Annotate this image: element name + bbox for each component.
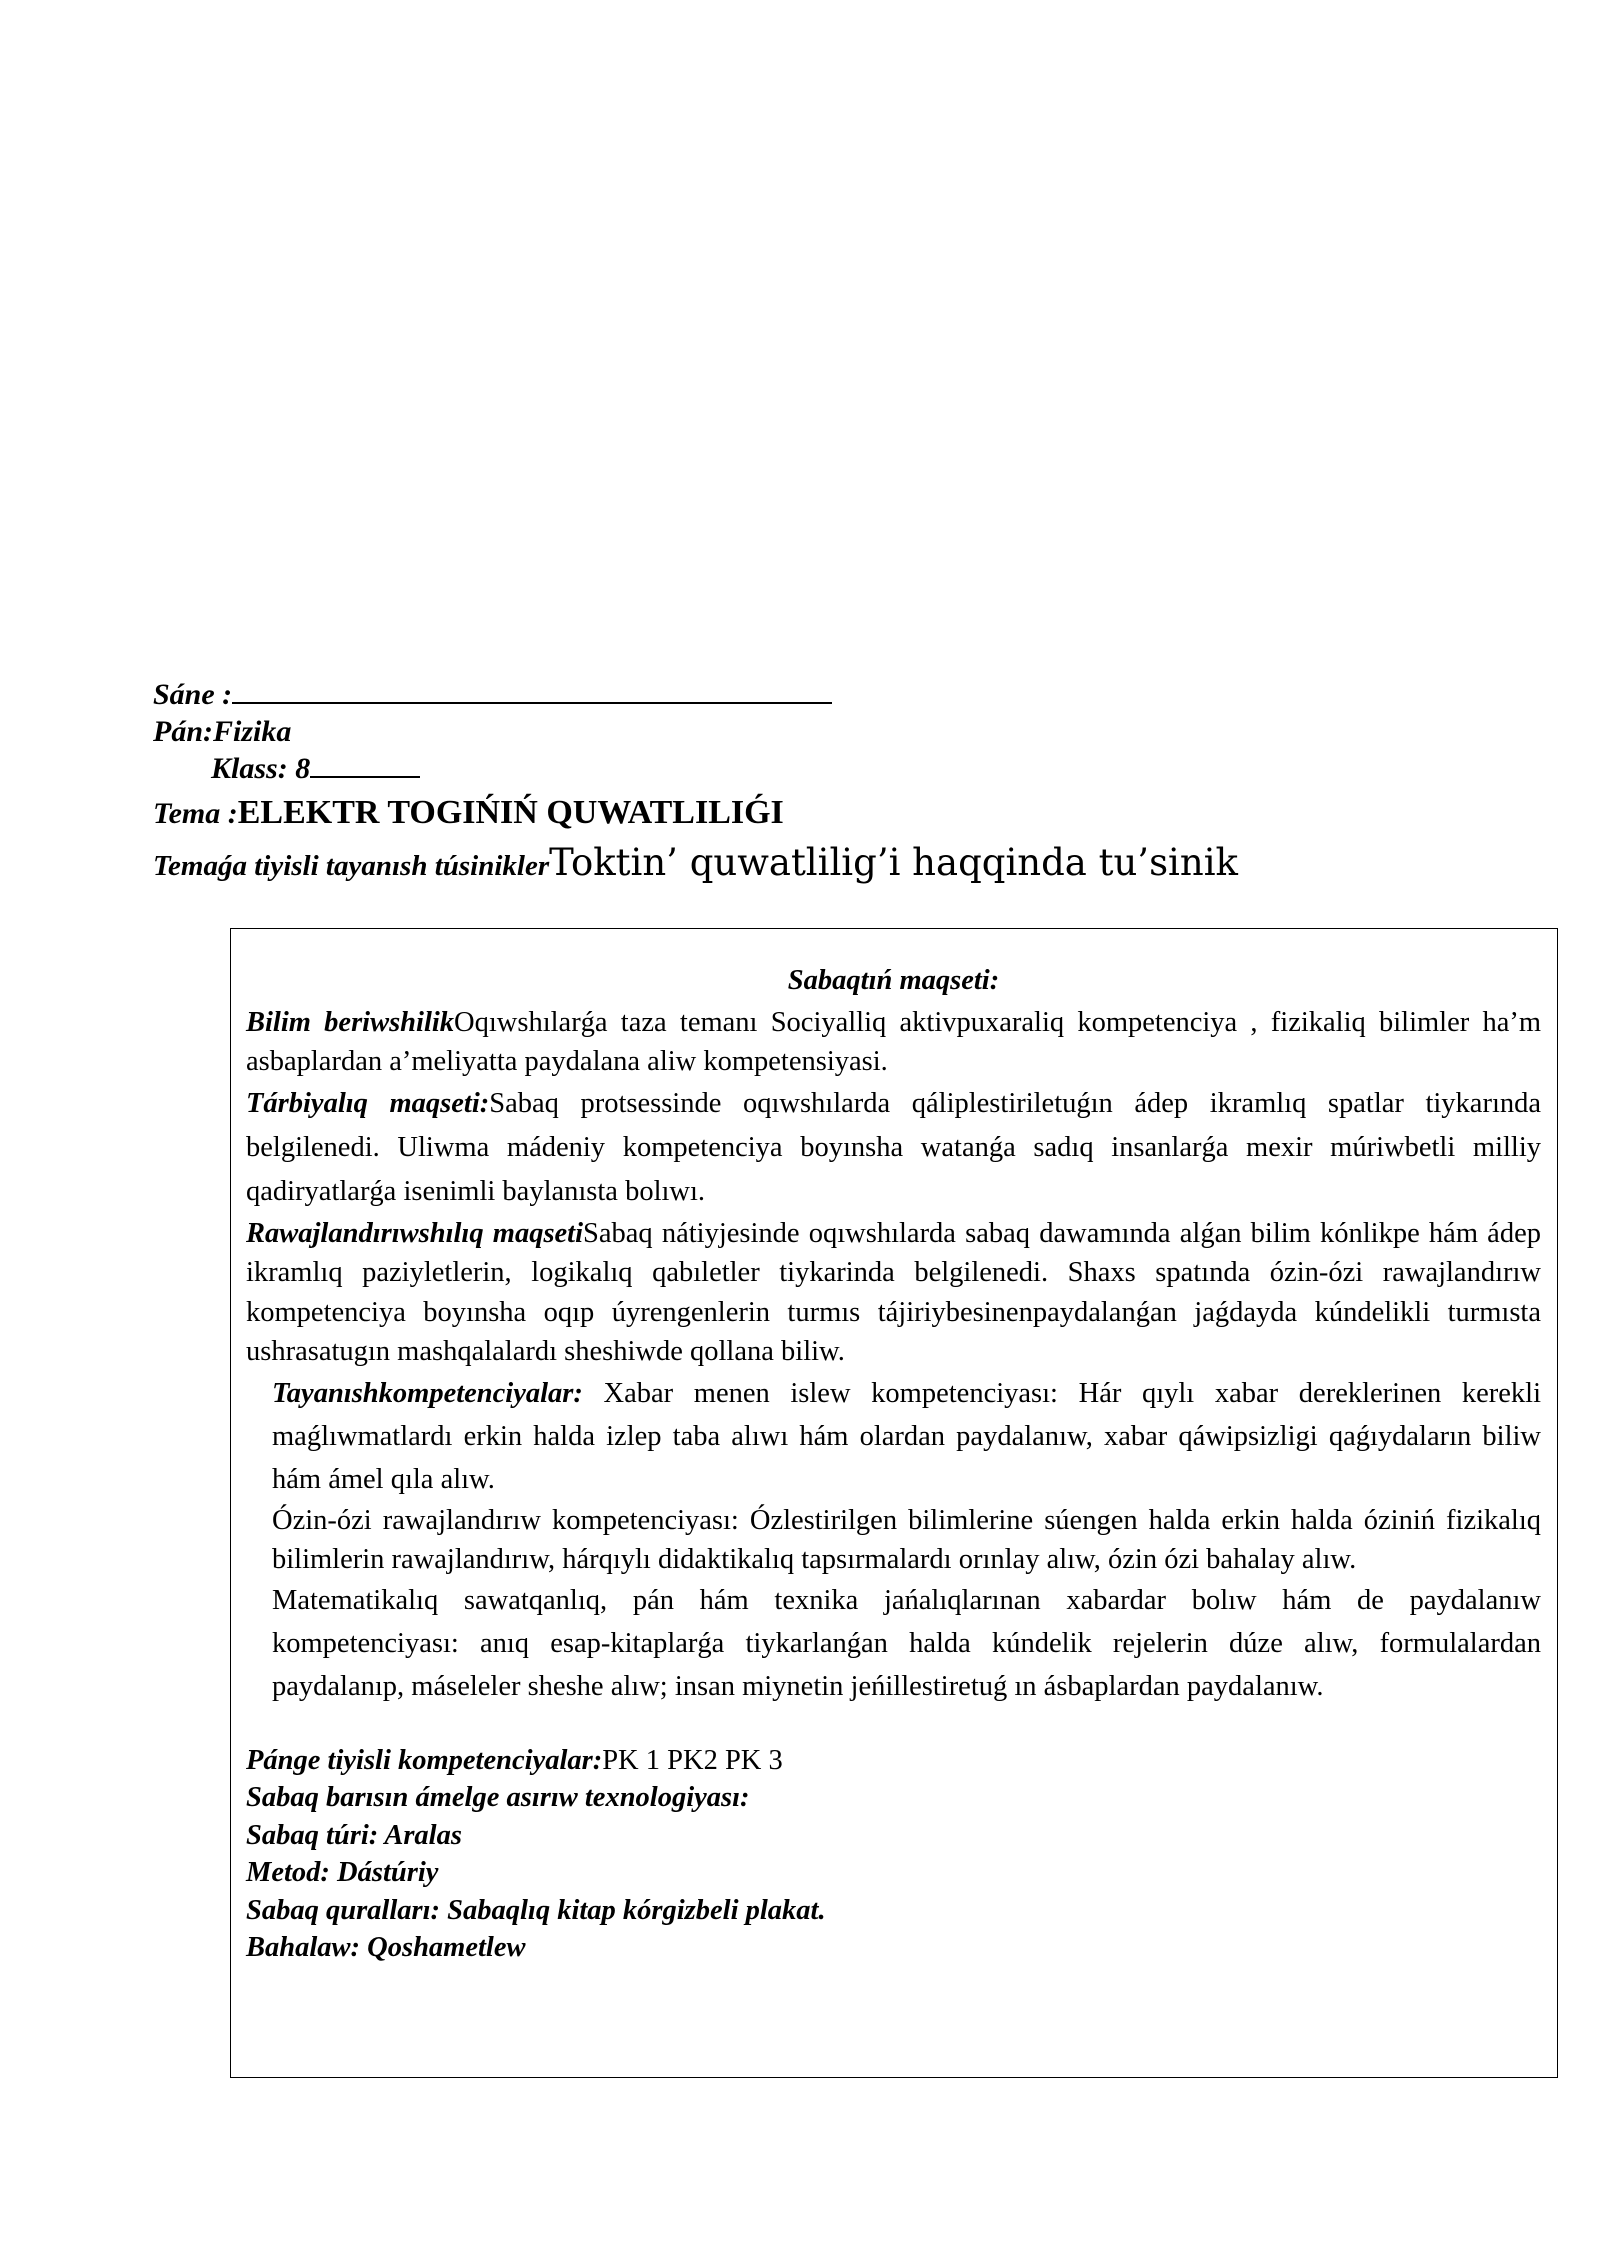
lesson-technology-label: Sabaq barısın ámelge asırıw texnologiyası:	[246, 1782, 750, 1813]
lesson-method-label: Metod:	[246, 1857, 338, 1888]
assessment-value: Qoshametlew	[367, 1932, 526, 1963]
lesson-goals-box	[230, 928, 1558, 2078]
key-concepts-label: Temaǵa tiyisli tayanısh túsinikler	[153, 850, 550, 882]
assessment	[246, 1929, 1541, 1967]
lesson-tools-value: Sabaqlıq kitap kórgizbeli plakat.	[447, 1894, 826, 1926]
upbringing-goal	[246, 1082, 1541, 1214]
lesson-type-value: Aralas	[384, 1819, 462, 1851]
core-competencies	[246, 1372, 1541, 1501]
topic-title: ELEKTR TOGIŃIŃ QUWATLILIǴI	[237, 794, 784, 831]
lesson-goals-title: Sabaqtıń maqseti:	[787, 965, 1000, 996]
lesson-tools-label: Sabaq quralları:	[246, 1894, 448, 1926]
lesson-header	[153, 676, 1553, 891]
educational-goal-label: Bilim beriwshilik	[246, 1006, 455, 1038]
upbringing-goal-text: Sabaq protsessinde oqıwshılarda qáliplestiriletuǵın ádep ikramlıq spatlar tiykarında belgilenedi. Uliwma mádeniy kompetenciya boyınsha watanǵa sadıq insanlarǵa mexir múriwbetli milliy qadiryatlarǵa isenimli baylanısta bolıwı.	[246, 1087, 1542, 1207]
lesson-type	[246, 1817, 1541, 1855]
developmental-goal-text: Sabaq nátiyjesinde oqıwshılarda sabaq dawamında alǵan bilim kónlikpe hám ádep ikramlıq paziyletlerin, logikalıq qabıletler tiykarinda belgilenedi. Shaxs spatında ózin-ózi rawajlandırıw kompetenciya boyınsha oqıp úyrengenlerin turmıs tájiriybesinenpaydalanǵan jaǵdayda kúndelikli turmısta ushrasatugın mashqalalardı sheshiwde qollana biliw.	[246, 1217, 1541, 1367]
key-concepts-value: Toktin’ quwatlilig’i haqqinda tu’sinik	[549, 841, 1238, 884]
subject-label: Pán:	[153, 715, 213, 748]
class-label: Klass:	[211, 752, 296, 785]
topic-label: Tema :	[153, 797, 238, 830]
lesson-goals-content	[246, 961, 1541, 1967]
class-line	[153, 750, 1553, 787]
subject-value: Fizika	[213, 715, 292, 748]
upbringing-goal-label: Tárbiyalıq maqseti:	[246, 1087, 490, 1119]
subject-competencies-label: Pánge tiyisli kompetenciyalar:	[246, 1744, 603, 1776]
topic-line	[153, 791, 1553, 836]
lesson-method-value: Dástúriy	[337, 1857, 439, 1888]
developmental-goal-label: Rawajlandırıwshılıq maqseti	[246, 1217, 584, 1249]
lesson-method	[246, 1854, 1541, 1892]
core-competencies-text: Xabar menen islew kompetenciyası: Hár qıylı xabar dereklerinen kerekli maǵlıwmatlardı erkin halda izlep taba alıwı hám olardan paydalanıw, xabar qáwipsizligi qaǵıydaların biliw hám ámel qıla alıw.	[272, 1377, 1541, 1495]
date-label: Sáne :	[153, 678, 233, 711]
educational-goal	[246, 1003, 1541, 1082]
developmental-goal	[246, 1214, 1541, 1372]
class-blank-field	[310, 750, 420, 778]
date-blank-field	[232, 676, 832, 704]
math-literacy-competency: Matematikalıq sawatqanlıq, pán hám texnika jańalıqlarınan xabardar bolıw hám de paydalanıw kompetenciyası: anıq esap-kitaplarǵa tiykarlanǵan halda kúndelik rejelerin dúze alıw, formulalardan paydalanıp, máseleler sheshe alıw; insan miynetin jeńillestiretuǵ ın ásbaplardan paydalanıw.	[272, 1584, 1541, 1702]
assessment-label: Bahalaw:	[246, 1932, 368, 1963]
subject-competencies-value: PK 1 PK2 PK 3	[602, 1744, 783, 1776]
key-concepts-line	[153, 838, 1553, 891]
subject-line	[153, 713, 1553, 750]
spacer	[246, 1708, 1541, 1742]
date-line	[153, 676, 1553, 713]
subject-competencies	[246, 1742, 1541, 1780]
lesson-tools	[246, 1892, 1541, 1930]
core-competencies-label: Tayanıshkompetenciyalar:	[272, 1377, 583, 1409]
self-development-competency: Ózin-ózi rawajlandırıw kompetenciyası: Ózlestirilgen bilimlerine súengen halda erkin halda óziniń fizikalıq bilimlerin rawajlandırıw, hárqıylı didaktikalıq tapsırmalardı orınlay alıw, ózin ózi bahalay alıw.	[272, 1504, 1541, 1575]
class-value: 8	[295, 752, 311, 785]
lesson-type-label: Sabaq túri:	[246, 1819, 385, 1851]
educational-goal-text: Oqıwshılarǵa taza temanı Sociyalliq aktivpuxaraliq kompetenciya , fizikaliq bilimler ha’m asbaplardan a’meliyatta paydalana aliw kompetensiyasi.	[246, 1006, 1541, 1077]
